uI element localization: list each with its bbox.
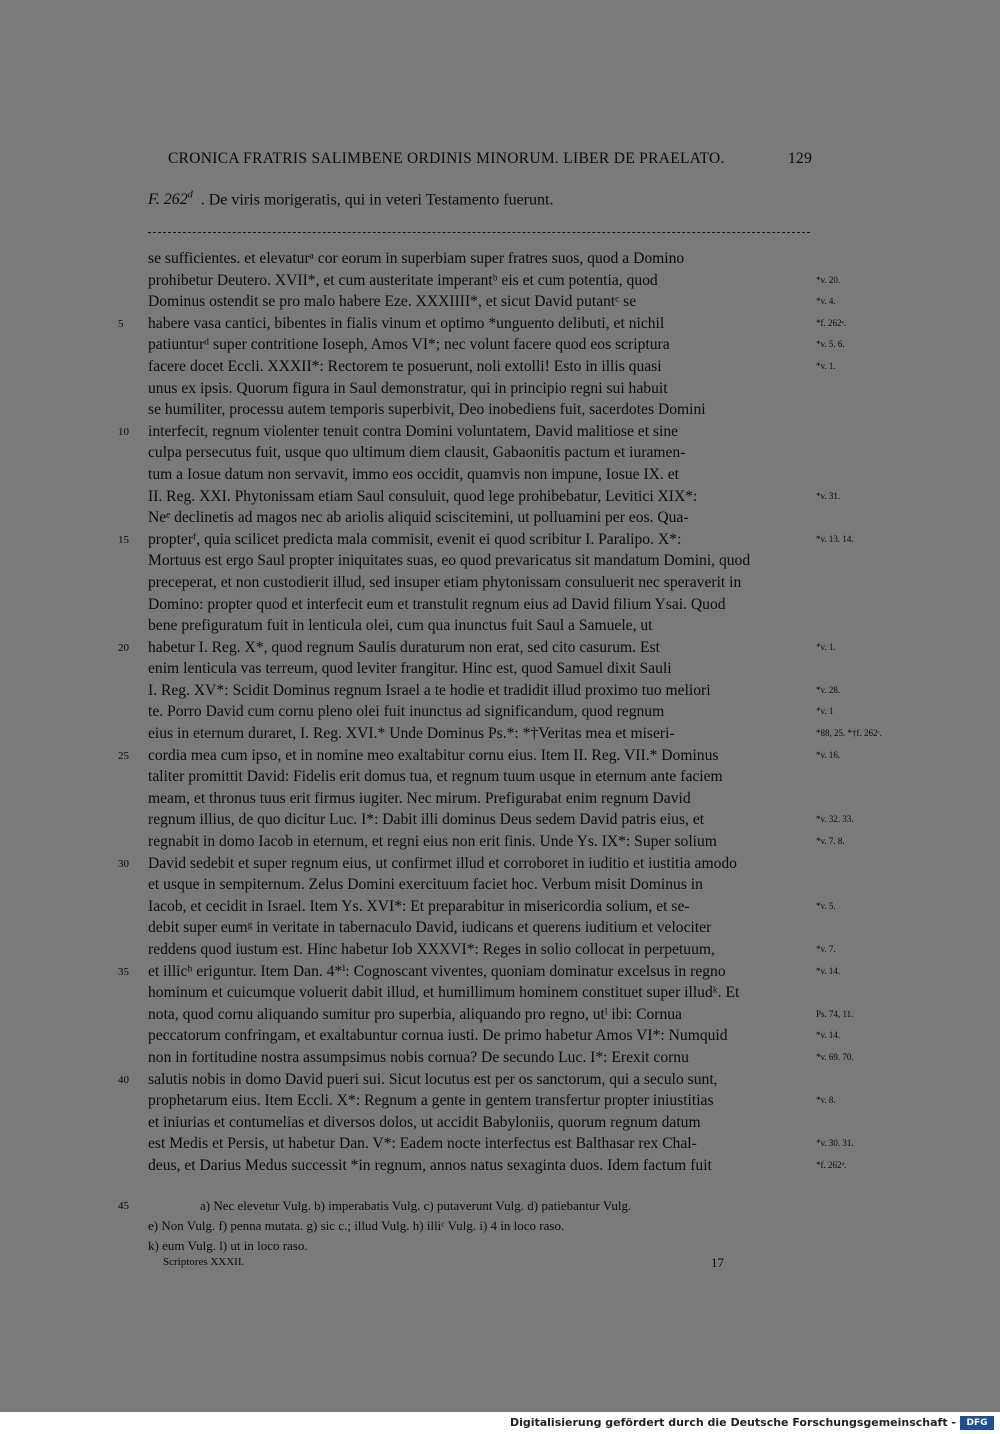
- line-text: Mortuus est ergo Saul propter iniquitates suas, eo quod prevaricatus sit mandatum Domini, quod: [148, 552, 751, 570]
- text-line: [148, 464, 810, 486]
- text-line: [118, 313, 847, 335]
- page-number: 129: [788, 150, 813, 167]
- text-line: [148, 1112, 810, 1134]
- margin-reference: *v. 14.: [816, 965, 841, 976]
- line-text: habetur I. Reg. X*, quod regnum Saulis duraturum non erat, sed cito casurum. Est: [148, 638, 660, 656]
- line-text: propterᶠ, quia scilicet predicta mala commisit, evenit ei quod scribitur I. Paralipo. X*:: [148, 530, 682, 548]
- margin-reference: *v. 13. 14.: [816, 533, 854, 544]
- line-text: Dominus ostendit se pro malo habere Eze. XXXIIII*, et sicut David putantᶜ se: [148, 293, 637, 311]
- line-text: deus, et Darius Medus successit *in regnum, annos natus sexaginta duos. Idem factum fuit: [148, 1156, 712, 1174]
- line-number: 40: [118, 1073, 129, 1086]
- text-line: [118, 745, 841, 767]
- line-text: cordia mea cum ipso, et in nomine meo exaltabitur cornu eius. Item II. Reg. VII.* Dominus: [148, 746, 719, 764]
- line-text: preceperat, et non custodierit illud, sed insuper etiam phytonissam consuluerit nec speraverit in: [148, 573, 742, 591]
- text-line: [148, 270, 841, 292]
- line-text: regnabit in domo Iacob in eternum, et regni eius non erit finis. Unde Ys. IX*: Super solium: [148, 833, 717, 851]
- text-line: [148, 917, 810, 939]
- text-line: [148, 939, 836, 961]
- text-line: [148, 594, 810, 616]
- line-text: II. Reg. XXI. Phytonissam etiam Saul consuluit, quod lege prohibebatur, Levitici XIX*:: [148, 487, 698, 505]
- text-line: [118, 421, 810, 443]
- line-text: taliter promittit David: Fidelis erit domus tua, et regnum tuum usque in eternum ante faciem: [148, 768, 723, 786]
- line-text: culpa persecutus fuit, usque quo ultimum diem clausit, Gabaonitis pactum et iuramen-: [148, 444, 686, 462]
- margin-reference: *v. 5. 6.: [816, 339, 845, 350]
- line-text: eius in eternum duraret, I. Reg. XVI.* Unde Dominus Ps.*: *†Veritas mea et miseri-: [148, 725, 675, 743]
- text-line: [148, 874, 810, 896]
- text-line: [148, 723, 883, 745]
- text-line: [148, 486, 841, 508]
- margin-reference: Ps. 74, 11.: [816, 1008, 854, 1019]
- line-text: prohibetur Deutero. XVII*, et cum austeritate imperantᵇ eis et cum potentia, quod: [148, 271, 658, 289]
- text-line: [148, 378, 810, 400]
- line-text: Iacob, et cecidit in Israel. Item Ys. XVI*: Et preparabitur in misericordia solium, et se-: [148, 897, 690, 915]
- line-text: hominum et cuicumque voluerit dabit illud, et humillimum hominem constituet super illudᵏ. Et: [148, 984, 740, 1002]
- text-line: [148, 1047, 854, 1069]
- line-text: non in fortitudine nostra assumpsimus nobis cornua? De secundo Luc. I*: Erexit cornu: [148, 1048, 689, 1066]
- text-line: [148, 334, 845, 356]
- text-line: [118, 853, 810, 875]
- text-line: [148, 982, 810, 1004]
- text-line: [148, 1004, 854, 1026]
- line-text: David sedebit et super regnum eius, ut confirmet illud et corroboret in iuditio et iustitia amodo: [148, 854, 737, 872]
- text-line: [148, 550, 810, 572]
- line-number: 45: [118, 1200, 129, 1212]
- footnote-row: e) Non Vulg. f) penna mutata. g) sic c.; illud Vulg. h) illiᶜ Vulg. i) 4 in loco raso.: [148, 1218, 565, 1233]
- text-line: [148, 291, 836, 313]
- text-line: [148, 788, 810, 810]
- line-text: tum a Iosue datum non servavit, immo eos occidit, quamvis non impune, Iosue IX. et: [148, 465, 679, 483]
- margin-reference: *v. 28.: [816, 684, 841, 695]
- line-text: interfecit, regnum violenter tenuit contra Domini voluntatem, David malitiose et sine: [148, 422, 679, 440]
- margin-reference: *v. 32. 33.: [816, 814, 854, 825]
- line-number: 15: [118, 533, 129, 546]
- margin-reference: *v. 20.: [816, 274, 841, 285]
- margin-reference: *f. 262ᵈ.: [816, 1159, 847, 1170]
- margin-reference: *v. 7.: [816, 944, 836, 954]
- line-text: salutis nobis in domo David pueri sui. Sicut locutus est per os sanctorum, qui a seculo sunt,: [148, 1070, 718, 1088]
- text-line: [118, 529, 854, 551]
- margin-reference: *88, 25. *†f. 262ᶜ.: [816, 728, 883, 739]
- text-line: [148, 615, 810, 637]
- text-line: [148, 442, 810, 464]
- text-line: [148, 1090, 836, 1112]
- line-number: 30: [118, 857, 129, 870]
- line-text: facere docet Eccli. XXXII*: Rectorem te posuerunt, noli extolli! Esto in illis quasi: [148, 357, 662, 375]
- line-number: 20: [118, 641, 129, 654]
- funding-credit: Digitalisierung gefördert durch die Deutsche Forschungsgemeinschaft -: [509, 1416, 956, 1429]
- text-line: [148, 248, 810, 270]
- line-text: est Medis et Persis, ut habetur Dan. V*: Eadem nocte interfectus est Balthasar rex Chal-: [148, 1135, 697, 1153]
- line-text: prophetarum eius. Item Eccli. X*: Regnum a gente in gentem transfertur propter iniustitias: [148, 1092, 714, 1110]
- text-line: [148, 572, 810, 594]
- series-label: Scriptores XXXII.: [163, 1256, 245, 1268]
- section-heading: . De viris morigeratis, qui in veteri Testamento fuerunt.: [200, 191, 554, 209]
- line-number: 10: [118, 425, 129, 438]
- margin-reference: *v. 1.: [816, 360, 836, 371]
- line-text: I. Reg. XV*: Scidit Dominus regnum Israel a te hodie et tradidit illud proximo tuo meliori: [148, 681, 711, 699]
- margin-reference: *v. 31.: [816, 490, 841, 501]
- divider-rule: [148, 232, 810, 233]
- line-text: bene prefiguratum fuit in lenticula olei, cum qua inunctus fuit Saul a Samuele, ut: [148, 617, 653, 635]
- margin-reference: *v. 14.: [816, 1030, 841, 1041]
- line-text: Domino: propter quod et interfecit eum et transtulit regnum eius ad David filium Ysai. Quod: [148, 595, 726, 613]
- text-line: [148, 896, 836, 918]
- margin-reference: *v. 16.: [816, 749, 841, 760]
- line-text: regnum illius, de quo dicitur Luc. I*: Dabit illi dominus Deus sedem David patris eius, et: [148, 811, 705, 829]
- margin-reference: *v. 7. 8.: [816, 836, 845, 847]
- text-line: [148, 680, 841, 702]
- line-text: se humiliter, processu autem temporis superbivit, Deo inobediens fuit, sacerdotes Domini: [148, 401, 706, 419]
- line-number: 5: [118, 317, 124, 330]
- text-line: [148, 507, 810, 529]
- line-text: te. Porro David cum cornu pleno olei fuit inunctus ad significandum, quod regnum: [148, 703, 665, 721]
- sheet-number: 17: [711, 1255, 724, 1270]
- margin-reference: *v. 30. 31.: [816, 1138, 854, 1149]
- text-line: [148, 1155, 847, 1177]
- line-text: unus ex ipsis. Quorum figura in Saul demonstratur, qui in principio regni sui habuit: [148, 379, 668, 397]
- text-line: [148, 356, 836, 378]
- line-text: Neᵉ declinetis ad magos nec ab ariolis aliquid sciscitemini, ut polluamini per eos. Qua-: [148, 509, 689, 527]
- line-text: se sufficientes. et elevaturᵃ cor eorum in superbiam super fratres suos, quod a Domino: [148, 250, 685, 267]
- text-line: [148, 658, 810, 680]
- footnote-row: k) eum Vulg. l) ut in loco raso.: [148, 1238, 308, 1253]
- line-text: nota, quod cornu aliquando sumitur pro superbia, aliquando pro regno, utˡ ibi: Cornua: [148, 1005, 682, 1023]
- text-line: [148, 701, 834, 723]
- text-line: [148, 809, 854, 831]
- main-text: [118, 248, 883, 1177]
- margin-reference: *f. 262ᵉ.: [816, 317, 847, 328]
- text-line: [118, 637, 836, 659]
- text-line: [118, 1069, 810, 1091]
- margin-reference: *v. 8.: [816, 1095, 836, 1106]
- margin-reference: *v. 69. 70.: [816, 1051, 854, 1062]
- text-line: [148, 831, 845, 853]
- text-line: [148, 766, 810, 788]
- margin-reference: *v. 1.: [816, 641, 836, 652]
- line-text: enim lenticula vas terreum, quod leviter frangitur. Hinc est, quod Samuel dixit Sauli: [148, 660, 672, 678]
- footnote-row: 45 a) Nec elevetur Vulg. b) imperabatis Vulg. c) putaverunt Vulg. d) patiebantur Vulg.: [148, 1196, 812, 1216]
- margin-reference: *v. 4.: [816, 296, 836, 307]
- line-text: debit super eumᵍ in veritate in tabernaculo David, iudicans et querens iuditium et velociter: [148, 919, 712, 937]
- section-title: [148, 190, 828, 209]
- line-text: peccatorum confringam, et exaltabuntur cornua iusti. De primo habetur Amos VI*: Numquid: [148, 1027, 728, 1045]
- text-line: [118, 961, 841, 983]
- line-number: 25: [118, 749, 129, 762]
- sheet-signature: [163, 1256, 723, 1268]
- line-text: patiunturᵈ super contritione Ioseph, Amos VI*; nec volunt facere quod eos scriptura: [148, 336, 670, 354]
- folio-ref: F. 262$^d$: [148, 190, 193, 209]
- margin-reference: *v. 1: [816, 706, 834, 717]
- dfg-logo: DFG: [960, 1416, 994, 1430]
- running-head: [168, 150, 828, 168]
- digitization-footer: [0, 1412, 1000, 1434]
- text-line: [148, 1133, 854, 1155]
- line-text: et illicʰ eriguntur. Item Dan. 4*ⁱ: Cognoscant viventes, quoniam dominatur excelsus in regno: [148, 962, 726, 980]
- line-text: et iniurias et contumelias et diversos dolos, ut accidit Babyloniis, quorum regnum datum: [148, 1113, 701, 1131]
- line-text: reddens quod iustum est. Hinc habetur Iob XXXVI*: Reges in solio collocat in perpetuum,: [148, 941, 715, 958]
- text-line: [148, 399, 810, 421]
- running-title: CRONICA FRATRIS SALIMBENE ORDINIS MINORUM. LIBER DE PRAELATO.: [168, 150, 725, 167]
- text-line: [148, 1025, 841, 1047]
- footnotes: [118, 1196, 812, 1256]
- margin-reference: *v. 5.: [816, 900, 836, 911]
- line-text: et usque in sempiternum. Zelus Domini exercituum faciet hoc. Verbum misit Dominus in: [148, 876, 703, 894]
- line-text: habere vasa cantici, bibentes in fialis vinum et optimo *unguento delibuti, et nichil: [148, 314, 665, 332]
- line-text: meam, et thronus tuus erit firmus iugiter. Nec mirum. Prefigurabat enim regnum David: [148, 789, 691, 807]
- line-number: 35: [118, 965, 129, 978]
